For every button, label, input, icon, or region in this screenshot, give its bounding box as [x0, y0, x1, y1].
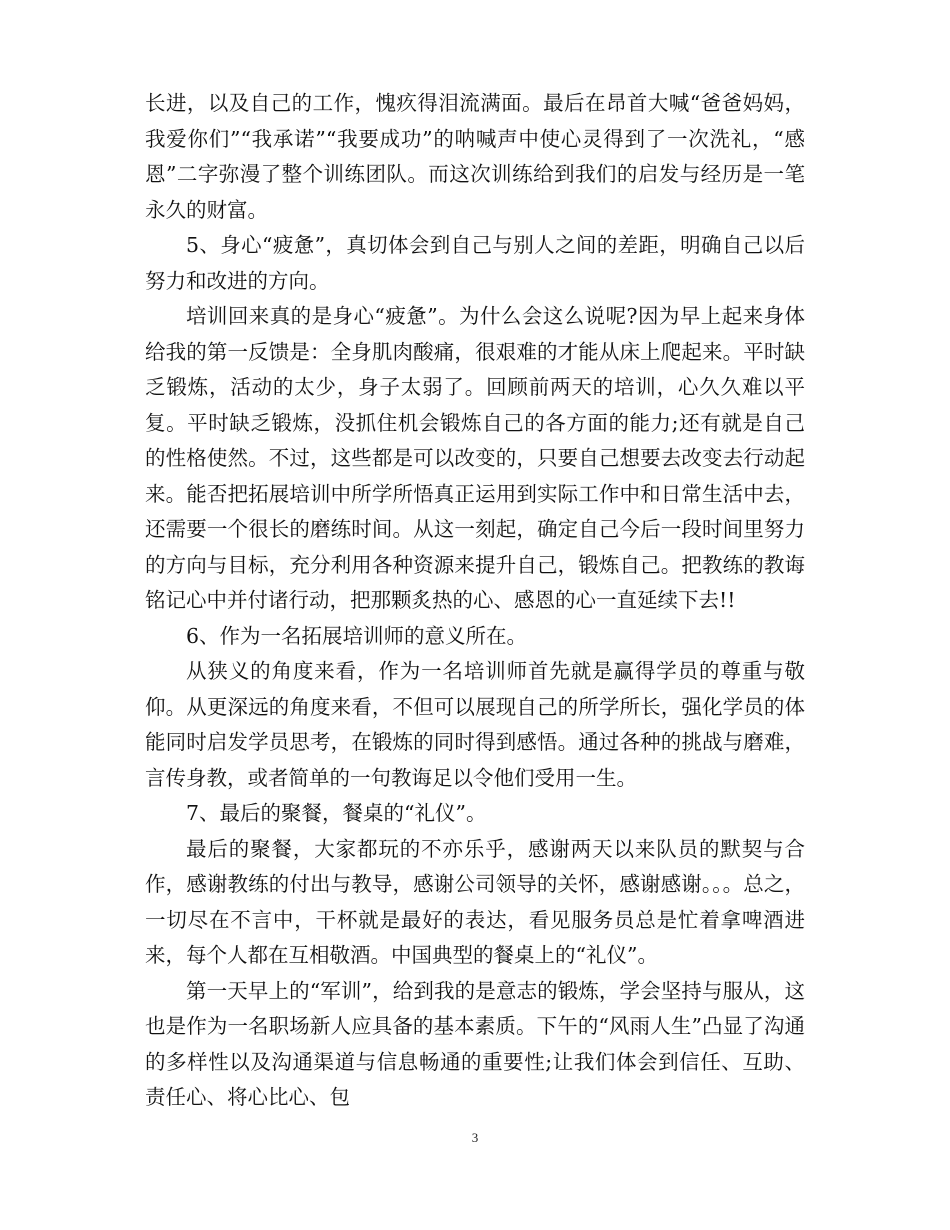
page-number: 3: [471, 1130, 479, 1145]
paragraph-trainer-meaning: 从狭义的角度来看，作为一名培训师首先就是赢得学员的尊重与敬仰。从更深远的角度来看，不但可以展现自己的所学所长，强化学员的体能同时启发学员思考，在锻炼的同时得到感悟。通过各种的挑战与磨难，言传身教，或者简单的一句教诲足以令他们受用一生。: [145, 659, 805, 790]
paragraph-continuation: 长进，以及自己的工作，愧疚得泪流满面。最后在昂首大喊“爸爸妈妈，我爱你们”“我承诺”“我要成功”的呐喊声中使心灵得到了一次洗礼，“感恩”二字弥漫了整个训练团队。而这次训练给到我们的启发与经历是一笔永久的财富。: [145, 91, 805, 222]
section-heading-6: 6、作为一名拓展培训师的意义所在。: [186, 623, 528, 648]
section-heading-5: 5、身心“疲惫”，真切体会到自己与别人之间的差距，明确自己以后努力和改进的方向。: [145, 233, 805, 293]
document-body: [145, 86, 805, 1116]
paragraph-fatigue: 培训回来真的是身心“疲惫”。为什么会这么说呢?因为早上起来身体给我的第一反馈是：全身肌肉酸痛，很艰难的才能从床上爬起来。平时缺乏锻炼，活动的太少，身子太弱了。回顾前两天的培训，心久久难以平复。平时缺乏锻炼，没抓住机会锻炼自己的各方面的能力;还有就是自己的性格使然。不过，这些都是可以改变的，只要自己想要去改变去行动起来。能否把拓展培训中所学所悟真正运用到实际工作中和日常生活中去，还需要一个很长的磨练时间。从这一刻起，确定自己今后一段时间里努力的方向与目标，充分利用各种资源来提升自己，锻炼自己。把教练的教诲铭记心中并付诸行动，把那颗炙热的心、感恩的心一直延续下去!!: [145, 304, 805, 612]
section-heading-7: 7、最后的聚餐，餐桌的“礼仪”。: [186, 801, 487, 825]
paragraph-dinner: 最后的聚餐，大家都玩的不亦乐乎，感谢两天以来队员的默契与合作，感谢教练的付出与教导，感谢公司领导的关怀，感谢感谢。。。总之，一切尽在不言中，干杯就是最好的表达，看见服务员总是忙着拿啤酒进来，每个人都在互相敬酒。中国典型的餐桌上的“礼仪”。: [145, 836, 805, 967]
paragraph-first-day: 第一天早上的“军训”，给到我的是意志的锻炼，学会坚持与服从，这也是作为一名职场新人应具备的基本素质。下午的“风雨人生”凸显了沟通的多样性以及沟通渠道与信息畅通的重要性;让我们体会到信任、互助、责任心、将心比心、包: [145, 978, 805, 1109]
